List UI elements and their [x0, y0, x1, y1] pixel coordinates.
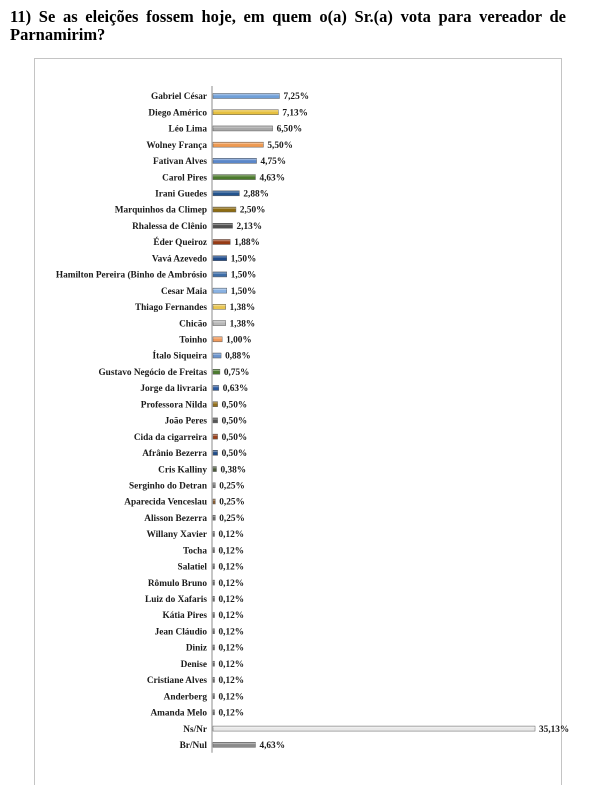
- category-label: Carol Pires: [162, 173, 207, 184]
- category-label: Irani Guedes: [155, 189, 207, 200]
- bar-row-tocha: [183, 546, 244, 556]
- bar-highlight: [213, 256, 227, 257]
- value-label: 0,12%: [218, 659, 245, 670]
- category-label: Ns/Nr: [183, 724, 207, 735]
- category-label: Cris Kalliny: [158, 465, 207, 476]
- value-label: 0,12%: [218, 578, 245, 589]
- value-label: 0,12%: [218, 562, 245, 573]
- value-label: 4,63%: [259, 741, 286, 751]
- bar-highlight: [213, 548, 215, 549]
- value-label: 2,88%: [243, 189, 269, 200]
- bar-highlight: [213, 483, 215, 484]
- bar-row-cris-kalliny: [158, 465, 246, 475]
- category-label: Anderberg: [163, 692, 207, 703]
- bar-row-italo-siqueira: [153, 350, 251, 362]
- bar-row-cida-da-cigarreira: [134, 433, 247, 443]
- value-label: 0,12%: [218, 546, 245, 557]
- bar-row-katia-pires: [163, 611, 245, 621]
- value-label: 1,38%: [229, 319, 256, 330]
- bar-highlight: [213, 208, 236, 209]
- value-label: 0,25%: [219, 497, 245, 508]
- category-label: Wolney França: [146, 140, 207, 151]
- category-label: Professora Nilda: [140, 400, 207, 411]
- bar-row-salatiel: [178, 563, 245, 573]
- value-label: 4,63%: [259, 173, 286, 184]
- bar-row-serginho-do-detran: [129, 481, 245, 491]
- bar-row-wolney-franca: [146, 141, 293, 151]
- category-label: Luiz do Xafaris: [145, 595, 207, 606]
- category-label: Ítalo Siqueira: [152, 351, 207, 362]
- bar-row-ns-nr: [183, 725, 569, 735]
- value-label: 1,88%: [234, 238, 260, 249]
- bar-highlight: [213, 159, 257, 160]
- category-label: Amanda Melo: [150, 708, 207, 719]
- bar-highlight: [213, 240, 230, 241]
- bar-row-fativan-alves: [153, 157, 286, 167]
- bar-highlight: [213, 175, 255, 176]
- value-label: 0,50%: [221, 432, 248, 443]
- bar-row-jorge-da-livraria: [140, 384, 248, 394]
- bar-row-rhalessa-de-clenio: [132, 222, 262, 232]
- bar-row-carol-pires: [162, 173, 285, 183]
- category-label: Rhalessa de Clênio: [132, 221, 207, 232]
- bar-highlight: [213, 370, 220, 371]
- category-label: Éder Queiroz: [153, 238, 207, 249]
- bar-highlight: [213, 710, 215, 711]
- category-label: Thiago Fernandes: [134, 303, 207, 314]
- bar-highlight: [213, 613, 215, 614]
- category-label: Cristiane Alves: [146, 676, 207, 687]
- value-label: 0,88%: [225, 351, 251, 362]
- bar-highlight: [213, 516, 215, 517]
- category-label: Kátia Pires: [162, 611, 207, 622]
- value-label: 0,12%: [218, 708, 245, 719]
- value-label: 2,50%: [239, 205, 266, 216]
- bar-row-amanda-melo: [150, 709, 244, 719]
- bar-highlight: [213, 386, 219, 387]
- value-label: 0,50%: [221, 416, 248, 427]
- bar-row-anderberg: [164, 692, 244, 702]
- bar-highlight: [213, 289, 227, 290]
- bar-highlight: [213, 402, 218, 403]
- bar-row-vava-azevedo: [152, 254, 257, 264]
- question-title: 11) Se as eleições fossem hoje, em quem o(a) Sr.(a) vota para vereador de Parnamirim?: [10, 7, 566, 44]
- bar-row-aparecida-venceslau: [124, 498, 245, 508]
- bar-highlight: [213, 646, 215, 647]
- bar-row-hamilton-pereira-binho-de-ambrosio: [56, 270, 256, 281]
- value-label: 7,25%: [283, 92, 310, 103]
- bar-highlight: [213, 467, 216, 468]
- value-label: 0,12%: [218, 676, 245, 687]
- bar-row-chicao: [179, 319, 255, 329]
- value-label: 0,25%: [219, 481, 245, 492]
- bar-highlight: [213, 224, 233, 225]
- bar-row-br-nul: [180, 741, 285, 751]
- category-label: Willany Xavier: [146, 530, 207, 541]
- value-label: 1,50%: [230, 254, 257, 265]
- category-label: Cesar Maia: [160, 286, 207, 297]
- bar-row-toinho: [179, 336, 251, 346]
- value-label: 0,12%: [218, 595, 245, 606]
- value-label: 7,13%: [282, 108, 308, 119]
- bar-highlight: [213, 694, 215, 695]
- bar-highlight: [213, 191, 239, 192]
- category-label: Vavá Azevedo: [151, 254, 207, 265]
- category-label: Chicão: [179, 319, 207, 330]
- bar-highlight: [213, 597, 215, 598]
- value-label: 1,38%: [229, 303, 256, 314]
- value-label: 5,50%: [267, 140, 293, 151]
- value-label: 0,12%: [218, 643, 245, 654]
- category-label: Alisson Bezerra: [144, 513, 207, 524]
- category-label: Tocha: [183, 546, 207, 557]
- bar-highlight: [213, 451, 218, 452]
- bar-highlight: [213, 321, 226, 322]
- value-label: 0,12%: [218, 627, 245, 638]
- value-label: 35,13%: [539, 724, 570, 735]
- bar-highlight: [213, 564, 215, 565]
- bar-highlight: [213, 435, 218, 436]
- bar-highlight: [213, 581, 215, 582]
- value-label: 0,50%: [221, 449, 248, 460]
- bar-row-professora-nilda: [141, 400, 247, 410]
- chart-frame: [34, 58, 570, 785]
- category-label: Denise: [180, 659, 207, 670]
- category-label: Hamilton Pereira (Binho de Ambrósio: [55, 270, 207, 281]
- category-label: Jean Cláudio: [154, 627, 207, 638]
- bar-row-luiz-do-xafaris: [145, 595, 244, 605]
- value-label: 0,63%: [222, 384, 249, 395]
- bar-highlight: [213, 419, 218, 420]
- value-label: 0,25%: [219, 513, 245, 524]
- bar-row-gustavo-negocio-de-freitas: [98, 368, 249, 378]
- bar-highlight: [213, 337, 222, 338]
- value-label: 4,75%: [260, 157, 287, 168]
- bar-highlight: [213, 110, 278, 111]
- chart-rows: [56, 92, 569, 751]
- category-label: Fativan Alves: [153, 157, 207, 168]
- value-label: 0,38%: [220, 465, 247, 476]
- bar-highlight: [213, 354, 221, 355]
- category-label: João Peres: [164, 416, 207, 427]
- bar-highlight: [213, 500, 215, 501]
- value-label: 0,50%: [221, 400, 248, 411]
- category-label: Gustavo Negócio de Freitas: [98, 367, 207, 378]
- value-label: 1,50%: [230, 270, 257, 281]
- category-label: Toinho: [179, 335, 207, 346]
- bar-highlight: [213, 662, 215, 663]
- category-label: Br/Nul: [179, 741, 207, 751]
- category-label: Serginho do Detran: [129, 481, 207, 492]
- category-label: Aparecida Venceslau: [124, 497, 207, 508]
- value-label: 0,12%: [218, 692, 245, 703]
- category-label: Marquinhos da Climep: [114, 205, 207, 216]
- bar-highlight: [213, 273, 227, 274]
- bar-chart: [35, 59, 570, 786]
- bar-row-diego-americo: [148, 108, 308, 118]
- bar-row-romulo-bruno: [148, 579, 244, 589]
- bar-highlight: [213, 305, 226, 306]
- bar-highlight: [213, 127, 273, 128]
- value-label: 2,13%: [236, 221, 263, 232]
- bar-row-marquinhos-da-climep: [115, 206, 266, 216]
- bar-highlight: [213, 743, 255, 744]
- bar-highlight: [213, 727, 535, 728]
- category-label: Diniz: [185, 643, 207, 654]
- bar-highlight: [213, 678, 215, 679]
- bar-row-jean-claudio: [155, 627, 245, 637]
- bar-highlight: [213, 629, 215, 630]
- category-label: Rômulo Bruno: [147, 578, 207, 589]
- value-label: 6,50%: [276, 124, 303, 135]
- bar-row-thiago-fernandes: [135, 303, 255, 313]
- bar-row-gabriel-cesar: [151, 92, 309, 102]
- bar-row-afranio-bezerra: [142, 449, 247, 459]
- category-label: Cida da cigarreira: [133, 432, 207, 443]
- category-label: Jorge da livraria: [140, 384, 207, 395]
- bar-row-alisson-bezerra: [144, 514, 245, 524]
- bar-highlight: [213, 532, 215, 533]
- bar-highlight: [213, 94, 279, 95]
- bar-row-cesar-maia: [161, 287, 256, 297]
- bar-row-joao-peres: [165, 417, 248, 427]
- bar-row-cristiane-alves: [147, 676, 244, 686]
- category-label: Diego Américo: [148, 108, 207, 119]
- bar-row-eder-queiroz: [153, 236, 259, 248]
- category-label: Afrânio Bezerra: [142, 449, 207, 460]
- category-label: Gabriel César: [150, 92, 207, 103]
- value-label: 0,12%: [218, 530, 245, 541]
- category-label: Salatiel: [177, 562, 207, 573]
- value-label: 1,50%: [230, 286, 257, 297]
- bar-row-willany-xavier: [146, 530, 244, 540]
- bar-highlight: [213, 143, 263, 144]
- value-label: 1,00%: [226, 335, 252, 346]
- bar-row-leo-lima: [169, 125, 303, 135]
- value-label: 0,75%: [223, 367, 250, 378]
- bar-row-diniz: [186, 644, 244, 654]
- category-label: Léo Lima: [168, 124, 207, 135]
- value-label: 0,12%: [218, 611, 245, 622]
